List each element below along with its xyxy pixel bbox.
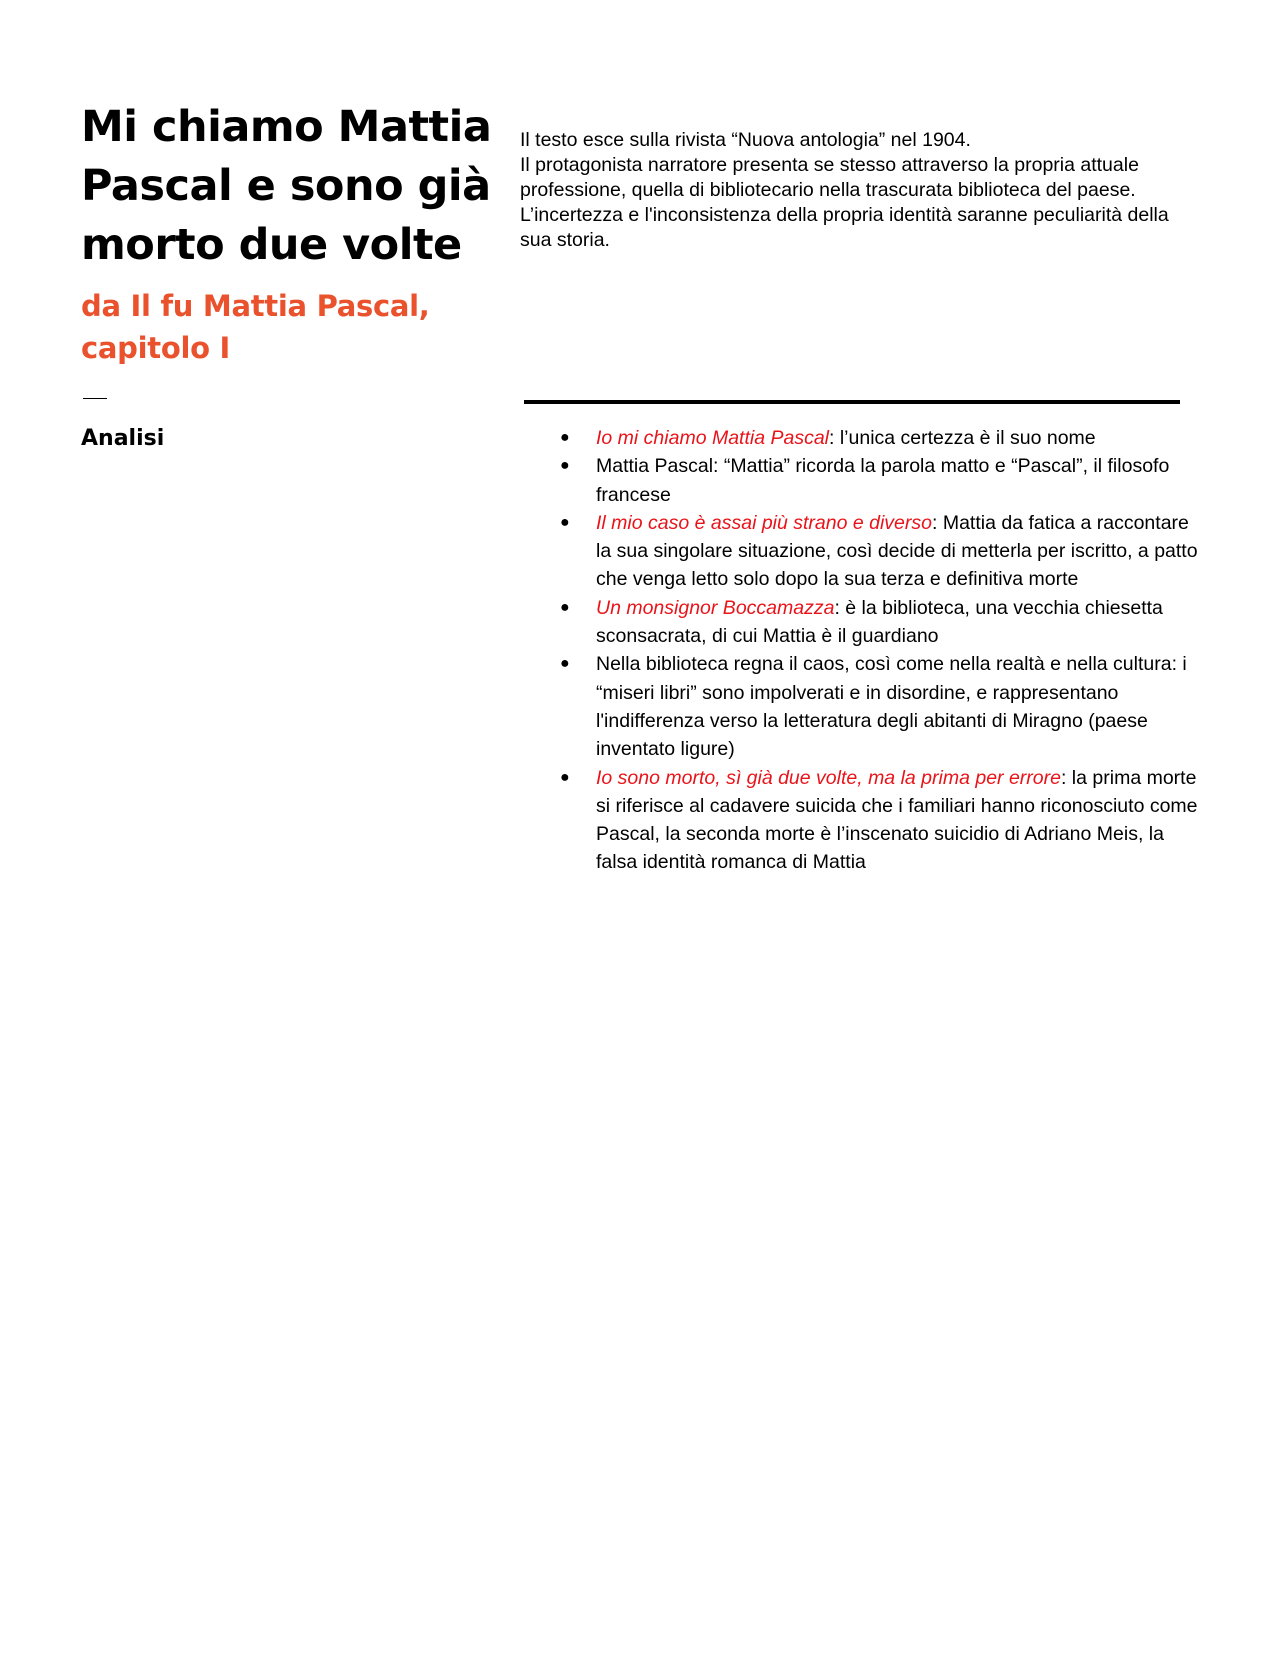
intro-line-1: Il testo esce sulla rivista “Nuova antologia” nel 1904. [520, 129, 971, 151]
bullet-icon: ● [560, 655, 570, 673]
bullet-icon: ● [560, 457, 570, 475]
page-title: Mi chiamo Mattia Pascal e sono già morto due volte [81, 102, 492, 270]
analysis-quote: Io mi chiamo Mattia Pascal [596, 427, 830, 449]
analysis-text: : Mattia da fatica a raccontare la sua singolare situazione, così decide di metterla per iscritto, a patto che venga letto solo dopo la sua terza e definitiva morte [596, 511, 1198, 591]
bullet-icon: ● [560, 598, 570, 616]
analysis-item-2 [560, 452, 1205, 509]
intro-text [520, 128, 1180, 253]
section-divider [524, 400, 1180, 404]
analysis-text: : l’unica certezza è il suo nome [829, 427, 1096, 449]
section-label-analisi: Analisi [81, 426, 165, 451]
analysis-list [560, 424, 1205, 877]
analysis-quote: Un monsignor Boccamazza [596, 596, 835, 619]
analysis-item-1 [560, 424, 1205, 452]
title-block [81, 98, 501, 369]
short-divider [83, 398, 107, 399]
analysis-quote: Il mio caso è assai più strano e diverso [596, 511, 932, 534]
analysis-text: Nella biblioteca regna il caos, così come nella realtà e nella cultura: i “miseri libri” sono impolverati e in disordine, e rappresentano l'indifferenza verso la letteratura degli abitanti di Miragno (paese inventato ligure) [596, 653, 1187, 761]
page-subtitle: da Il fu Mattia Pascal, capitolo I [81, 289, 430, 365]
analysis-item-3 [560, 509, 1205, 594]
analysis-item-6 [560, 764, 1205, 877]
analysis-quote: Io sono morto, sì già due volte, ma la prima per errore [596, 766, 1061, 789]
analysis-item-4 [560, 594, 1205, 651]
bullet-icon: ● [560, 513, 570, 531]
bullet-icon: ● [560, 768, 570, 786]
intro-line-2: Il protagonista narratore presenta se stesso attraverso la propria attuale professione, quella di bibliotecario nella trascurata biblioteca del paese. L’incertezza e l'inconsistenza della propria identità saranne peculiarità della sua storia. [520, 154, 1169, 251]
analysis-text: : la prima morte si riferisce al cadavere suicida che i familiari hanno riconosciuto come Pascal, la seconda morte è l’inscenato suicidio di Adriano Meis, la falsa identità romanca di Mattia [596, 766, 1198, 874]
analysis-text: : è la biblioteca, una vecchia chiesetta sconsacrata, di cui Mattia è il guardiano [596, 596, 1163, 648]
analysis-item-5 [560, 650, 1205, 763]
analysis-text: Mattia Pascal: “Mattia” ricorda la parola matto e “Pascal”, il filosofo francese [596, 455, 1170, 506]
bullet-icon: ● [560, 429, 570, 446]
